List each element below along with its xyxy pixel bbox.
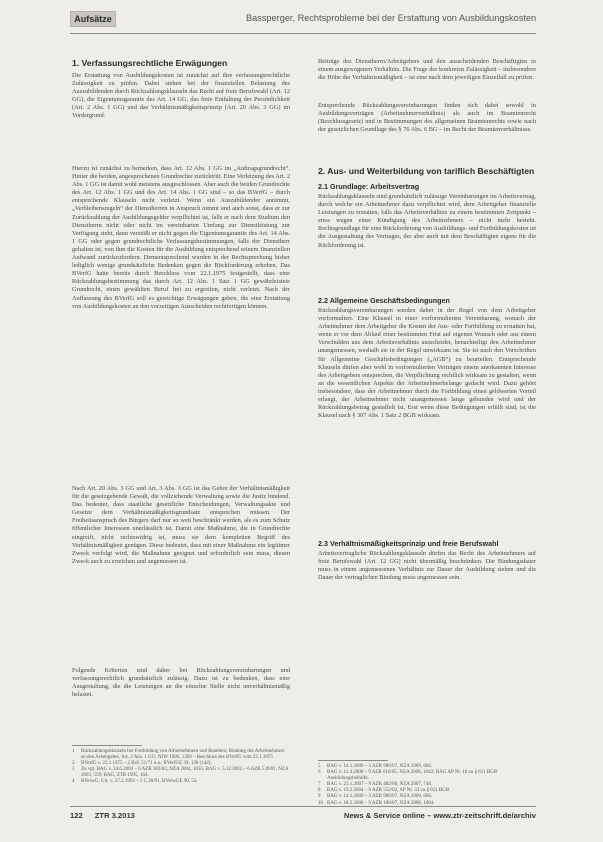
footer-rule: [70, 806, 536, 807]
subsection-heading-2-2: 2.2 Allgemeine Geschäftsbedingungen: [318, 296, 450, 305]
footnote: 7 BAG v. 23.1.2007 – 9 AZR 482/06, NZA 2007, 748.: [318, 782, 433, 788]
footnote: 1 Rückzahlungsklauseln bei Fortbildung von Arbeitnehmern und Beamten; Bindung des Arbeitnehmers an den Arbeitgeber, Art. 2 Abs. 1 GG; NJW 1986, 1369 – Beschluss des BVerfG vom 22.1.1975: [72, 749, 285, 761]
footnote: 9 BAG v. 14.1.2009 – 3 AZR 900/07, NZA 2009, 666.: [318, 794, 433, 800]
paragraph: Rückzahlungsklauseln sind grundsätzlich zulässige Vereinbarungen im Arbeitsvertrag, durch welche ein Arbeitnehmer dazu verpflichtet wird, dem Arbeitgeber finanzielle Leistungen zu erstatten, falls das Arbeitsverhältnis zu einem bestimmten Zeitpunkt – etwa wegen einer Kündigung des Arbeitnehmers – nicht mehr besteht. Rechtsgrundlage für eine Rückforderung von Ausbildungs- und Fortbildungskosten ist die Ausgestaltung des Vertrages, der aber auch mit dem Beschäftigten eigens für die Rückforderung ist.: [318, 193, 536, 249]
paragraph: Nach Art. 20 Abs. 3 GG und Art. 3 Abs. 3 GG ist das Gebot der Verhältnismäßigkeit für die gesetzgebende Gewalt, die vollziehende Verwaltung sowie die Justiz bindend. Das bedeutet, dass staatliche gesetzliche Entscheidungen, Verwaltungsakte und Gesetze dem Verhältnismäßigkeitsgrundsatz entsprechen müssen. Der Freiheitsanspruch des Bürgers darf nur so weit beschränkt werden, als es zum Schutz öffentlicher Interessen unerlässlich ist. Damit eine Maßnahme, die in Grundrechte eingreift, nicht rechtswidrig ist, muss sie dem kompletten Begriff des Verhältnismäßigkeit genügen. Diese bedeutet, dass mit einer Maßnahme ein legitimer Zweck verfolgt wird, die Maßnahme geeignet und erforderlich sein muss, diesen Zweck auch zu erreichen und angemessen ist.: [72, 485, 290, 565]
left-column: [72, 58, 290, 711]
section-badge: Aufsätze: [70, 11, 116, 27]
footnotes-right: [318, 760, 536, 807]
paragraph: Arbeitsvertragliche Rückzahlungsklauseln dürfen das Recht des Arbeitnehmers auf freie Berufswahl (Art. 12 GG) nicht übermäßig beschränken. Die Bindungsdauer muss in einem angemessenen Verhältnis zur Dauer der Ausbildung stehen und die Dauer der vertraglichen Bindung muss angemessen sein.: [318, 550, 536, 582]
header-rule: [70, 33, 536, 34]
footnote-rule: [72, 745, 142, 746]
paragraph: Rückzahlungsvereinbarungen werden daher in der Regel von dem Arbeitgeber vorformuliert. Eine Klausel in einer vorformulierten Vereinbarung, wonach der Arbeitnehmer dem Arbeitgeber die Kosten der Aus- oder Fortbildung zu erstatten hat, wenn er vor dem Ablauf einer bestimmten Frist auf eigenen Wunsch oder aus einem Verschulden aus dem Arbeitsverhältnis ausscheidet, benachteiligt den Arbeitnehmer unangemessen, weshalb sie in der Regel unwirksam ist. Sie ist nach den Vorschriften für Allgemeine Geschäftsbedingungen („AGB“) zu beurteilen. Entsprechende Klauseln dürfen aber wohl in vorformulierten Verträgen einem anerkannten Interesse des Arbeitgebers entsprechen, die Verpflichtung rechtlich wirksam zu gestalten, wenn an die wesentlichen Aspekte der Arbeitnehmerbelange gedacht wird. Dazu gehört insbesondere, dass der Arbeitnehmer durch die Fortbildung einen geldwerten Vorteil erlangt, der Arbeitnehmer nicht unangemessen lange gebunden wird und der Rückzahlungsbetrag gestaffelt ist. Erst wenn diese Bedingungen erfüllt sind, ist die Klausel nach § 307 Abs. 1 Satz 2 BGB wirksam.: [318, 307, 536, 420]
right-column: [318, 58, 536, 594]
footnote: 2 BVerfG v. 22.1.1975 – 2 BvL 51/71 u.a., BVerfGE 39, 128 (142).: [72, 761, 212, 767]
paragraph: Beiträge des Dienstherrn/Arbeitgebers und den ausscheidenden Beschäftigten in einem ausgewogenen Verhältnis. Die Frage der konkreten Zulässigkeit – insbesondere die Höhe der Verhältnismäßigkeit – ist eine nach dem jeweiligen Einzelfall zu prüfen.: [318, 58, 536, 82]
paragraph: Die Erstattung von Ausbildungskosten ist zunächst auf ihre verfassungsrechtliche Zulässigkeit zu prüfen. Dabei stehen bei der finanziellen Belastung des Auszubildenden durch Rückzahlungsklauseln das Recht auf freie Berufswahl (Art. 12 GG), die Eigentumsgarantie des Art. 14 GG, das freie Entfaltung der Persönlichkeit (Art. 2 Abs. 1 GG) und das Verhältnismäßigkeitsprinzip (Art. 20 Abs. 3 GG) im Vordergrund.: [72, 72, 290, 120]
footer-service-link: News & Service online – www.ztr-zeitschrift.de/archiv: [343, 811, 536, 820]
footnote: 6 BAG v. 11.4.2006 – 9 AZR 610/05, NZA 2006, 1042; BAG AP Nr. 10 zu § 611 BGB Ausbildungsbeihilfe.: [318, 770, 498, 782]
footnote: 4 BVerwG, Urt. v. 27.2.1992 – 2 C 28/91, BVerwGE 90, 53.: [72, 779, 198, 785]
footnote: 3 Zu vgl. BAG v. 24.6.2004 – 6 AZR 383/03, NZA 2004, 1035; BAG v. 5.12.2002 – 6 AZR 539/01, NZA 2003, 559; BAG, ZTR 1995, 164.: [72, 767, 289, 779]
footnote: 10 BAG v. 18.3.2008 – 9 AZR 186/07, NZA 2008, 1004.: [318, 800, 435, 806]
section-heading-2: 2. Aus- und Weiterbildung von tariflich Beschäftigten: [318, 166, 535, 176]
page-number: 122: [70, 811, 83, 820]
section-heading-1: 1. Verfassungsrechtliche Erwägungen: [72, 58, 228, 68]
footnote: 5 BAG v. 14.1.2009 – 3 AZR 900/07, NZA 2009, 666.: [318, 764, 433, 769]
footnote: 8 BAG v. 19.2.2004 – 6 AZR 552/02, AP Nr. 33 zu § 611 BGB.: [318, 788, 451, 794]
paragraph: Folgende Kriterien sind daher bei Rückzahlungsvereinbarungen und verfassungsrechtlich grundsätzlich zulässig. Dazu ist zu bedenken, dass eine Ausgestaltung, die die Leistungen an die einzelne Stelle nicht unverhältnismäßig belastet.: [72, 667, 290, 699]
footnote-rule: [318, 760, 388, 761]
running-header: Bassperger, Rechtsprobleme bei der Erstattung von Ausbildungskosten: [246, 13, 537, 23]
subsection-heading-2-1: 2.1 Grundlage: Arbeitsvertrag: [318, 182, 420, 191]
footnotes-left: [72, 745, 290, 786]
subsection-heading-2-3: 2.3 Verhältnismäßigkeitsprinzip und freie Berufswahl: [318, 539, 499, 548]
footer-left: [70, 811, 145, 820]
journal-issue: ZTR 3.2013: [94, 811, 135, 820]
paragraph: Hierzu ist zunächst zu bemerken, dass Art. 12 Abs. 1 GG im „Auftragsgrundrecht“. Hinter die beiden, angesprochenen Grundrechte zurücktritt. Eine Verletzung des Art. 2 Abs. 1 GG ist damit wohl meistens ausgeschlossen. Aber auch die beiden Grundrechte des Art. 12 Abs. 1 GG und des Art. 14 Abs. 1 GG sind – so das BVerfG – durch entsprechende Klauseln nicht verletzt. Wenn ein Auszubildender annimmt, „Verbleibensregeln“ der Dienstherren in Anspruch nimmt und auch sonst, dass er zur Zurückzahlung der Ausbildungsgelder verpflichtet ist, falls er nach dem Studium den Dienstherrn nicht oder nicht im vereinbarten Umfang zur Dienstleistung zur Verfügung steht, dann verstößt er nicht gegen die Eigentumsgarantie des Art. 14 Abs. 1 GG oder gegen grundrechtliche Verfassungsbestimmungen, falls der Dienstherr gehalten ist, von ihm die Kosten für die Ausbildung entsprechend seinem finanziellen Aufwand zurückzufordern. Dementsprechend wurden in der Rechtsprechung bisher lediglich wenige grundsätzliche Bedenken gegen die Rückforderung erhoben. Das BVerfG hatte bereits durch Beschluss vom 22.1.1975 festgestellt, dass eine Rückzahlungsbestimmung das durch Art. 12 Abs. 1 Satz 1 GG gewährleistete Grundrecht, einen gewählten Beruf frei zu ergreifen, nicht verletzt. Nach der Auffassung des BVerfG soll es gewichtige Erwägungen geben, die eine Erstattung von Ausbildungskosten an den vorzeitigen Ausscheiden rechtfertigen können.: [72, 165, 290, 310]
paragraph: Entsprechende Rückzahlungsvereinbarungen finden sich dabei sowohl in Ausbildungsverträgen (Arbeitnehmerverhältnis) als auch im Beamtenrecht (Beschlussgesetz) und in Bestimmungen des allgemeinen Beamtenrechts sowie nach der gesetzlichen Grundlage des § 76 Abs. 6 BG – im Recht der Beamtenverhältnisse.: [318, 102, 536, 134]
